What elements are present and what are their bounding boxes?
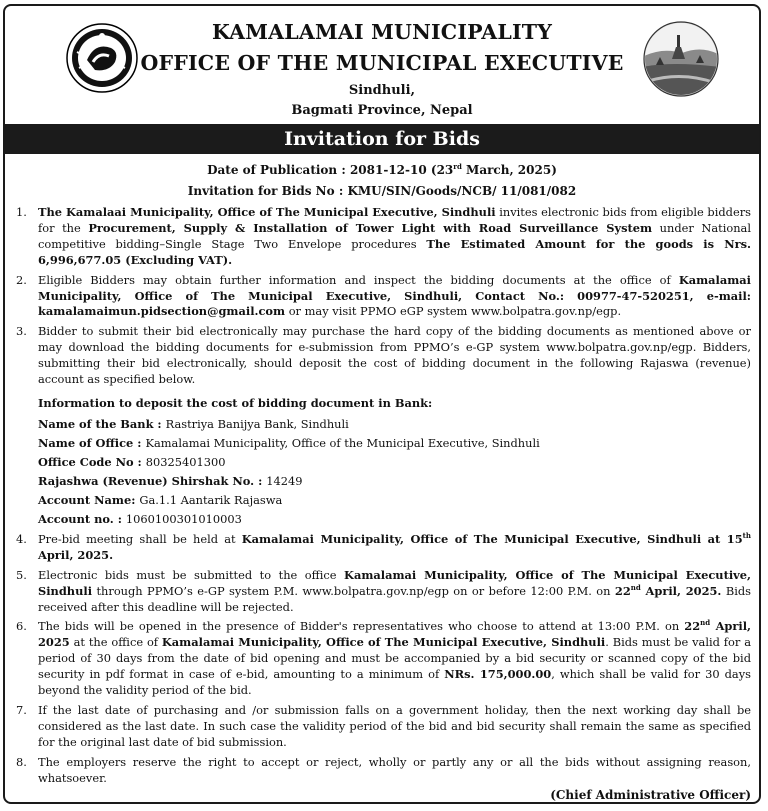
clause-text: under National competitive bidding–Single Stage Two Envelope procedures xyxy=(38,220,751,251)
bank-row xyxy=(14,511,751,527)
province-line: Bagmati Province, Nepal xyxy=(291,103,473,118)
clause-number: 5. xyxy=(16,567,27,582)
clause-number: 4. xyxy=(16,531,27,546)
clause-7 xyxy=(14,703,751,751)
bank-row xyxy=(14,492,751,508)
bank-row-label: Name of the Bank : xyxy=(38,416,166,431)
bank-row-value: 1060100301010003 xyxy=(125,511,242,526)
clause-3 xyxy=(14,324,751,388)
clause-number: 8. xyxy=(16,754,27,769)
clause-text: . Bids must be valid for a period of 30 days from the date of bid opening and must be accompanied by a bid security or scanned copy of the bid security in pdf format in case of e-bid, amounting to a minimum of xyxy=(38,635,751,682)
clause-number: 6. xyxy=(16,619,27,634)
clause-text: April, 2025. xyxy=(38,547,114,562)
clause-text: The Kamalaai Municipality, Office of The Municipal Executive, Sindhuli xyxy=(38,205,496,219)
clause-text: Kamalamai Municipality, Office of The Municipal Executive, Sindhuli, Contact No.: 00977-47-520251, e-mail: kamalamaimun.pidsection@gmail.com xyxy=(38,272,751,319)
clause-text: at the office of xyxy=(69,635,162,650)
clause-1 xyxy=(14,205,751,269)
clause-text: Kamalamai Municipality, Office of The Municipal Executive, Sindhuli xyxy=(38,567,751,598)
publication-date xyxy=(5,163,759,177)
bank-row xyxy=(14,416,751,432)
bank-row-value: Kamalamai Municipality, Office of the Municipal Executive, Sindhuli xyxy=(145,435,540,450)
clause-text: The Estimated Amount for the goods is Nrs. 6,996,677.05 (Excluding VAT). xyxy=(38,236,751,267)
clause-text: April, 2025 xyxy=(38,619,751,650)
title-banner: Invitation for Bids xyxy=(5,124,759,154)
bank-row-value: Ga.1.1 Aantarik Rajaswa xyxy=(139,492,283,507)
clause-6 xyxy=(14,619,751,699)
org-name: KAMALAMAI MUNICIPALITY xyxy=(211,20,553,44)
clause-number: 2. xyxy=(16,272,27,287)
publication-sup: rd xyxy=(453,162,462,171)
clause-text: April, 2025. xyxy=(640,583,722,598)
office-name: OFFICE OF THE MUNICIPAL EXECUTIVE xyxy=(140,51,624,75)
bank-row-value: 14249 xyxy=(266,473,303,488)
clause-text: Bids received after this deadline will be rejected. xyxy=(38,583,751,614)
clause-5 xyxy=(14,568,751,616)
clause-text: If the last date of purchasing and /or submission falls on a government holiday, then the next working day shall be considered as the last date. In such case the validity period of the bid and bid security shall remain the same as specified for the original last date of bid submission. xyxy=(38,702,751,749)
clause-text: or may visit PPMO eGP system www.bolpatra.gov.np/egp. xyxy=(285,304,622,319)
clause-sup: nd xyxy=(700,618,711,628)
bank-row-value: 80325401300 xyxy=(145,454,226,469)
clause-text: invites electronic bids from eligible bidders for the xyxy=(38,205,751,235)
bank-row-label: Office Code No : xyxy=(38,454,146,469)
publication-date-end: March, 2025) xyxy=(461,163,557,177)
clause-number: 7. xyxy=(16,702,27,717)
clause-text: NRs. 175,000.00 xyxy=(444,667,552,682)
clause-text: Electronic bids must be submitted to the office xyxy=(38,567,345,582)
notice-frame xyxy=(3,4,761,804)
clause-8 xyxy=(14,755,751,787)
clause-text: 22 xyxy=(614,583,631,598)
clause-sup: th xyxy=(742,531,751,541)
bank-row xyxy=(14,435,751,451)
bank-info-heading: Information to deposit the cost of bidding document in Bank: xyxy=(38,395,433,410)
clause-text: The employers reserve the right to accept or reject, wholly or partly any or all the bids without assigning reason, whatsoever. xyxy=(38,754,751,785)
bank-row-label: Name of Office : xyxy=(38,435,146,450)
clause-text: The bids will be opened in the presence of Bidder's representatives who choose to attend at 13:00 P.M. on xyxy=(38,619,685,634)
clause-text: Kamalamai Municipality, Office of The Municipal Executive, Sindhuli xyxy=(161,635,606,650)
bank-row-value: Rastriya Banijya Bank, Sindhuli xyxy=(165,416,349,431)
publication-date-value: 2081-12-10 (23 xyxy=(349,163,454,177)
clause-2 xyxy=(14,273,751,321)
clause-number: 3. xyxy=(16,324,27,339)
clause-text: , which shall be valid for 30 days beyond the validity period of the bid. xyxy=(38,667,751,698)
clause-text: Eligible Bidders may obtain further information and inspect the bidding documents at the office of xyxy=(38,272,679,287)
clause-text: Pre-bid meeting shall be held at xyxy=(38,531,242,546)
bank-row-label: Account Name: xyxy=(38,492,140,507)
clause-number: 1. xyxy=(16,205,27,219)
bank-row xyxy=(14,454,751,470)
bank-row-label: Account no. : xyxy=(38,511,126,526)
district-line: Sindhuli, xyxy=(348,83,416,98)
clause-4 xyxy=(14,532,751,564)
clause-text: Kamalamai Municipality, Office of The Municipal Executive, Sindhuli at 15 xyxy=(241,531,743,546)
bid-reference: Invitation for Bids No : KMU/SIN/Goods/NCB/ 11/081/082 xyxy=(187,184,577,198)
clause-sup: nd xyxy=(630,582,641,592)
clause-text: through PPMO’s e-GP system P.M. www.bolpatra.gov.np/egp on or before 12:00 P.M. on xyxy=(92,583,615,598)
bank-row xyxy=(14,473,751,489)
signature-line: (Chief Administrative Officer) xyxy=(550,788,751,803)
publication-label: Date of Publication : xyxy=(207,163,350,177)
clause-text: 22 xyxy=(684,619,701,634)
clause-text: Procurement, Supply & Installation of Tower Light with Road Surveillance System xyxy=(88,220,653,235)
clause-text: Bidder to submit their bid electronically may purchase the hard copy of the bidding documents as mentioned above or may download the bidding documents for e-submission from PPMO’s e-GP system www.bolpatra.gov.np/egp. Bidders, submitting their bid electronically, should deposit the cost of bidding document in the following Rajaswa (revenue) account as specified below. xyxy=(38,324,751,387)
notice-body xyxy=(14,205,751,804)
bank-row-label: Rajashwa (Revenue) Shirshak No. : xyxy=(38,473,267,488)
